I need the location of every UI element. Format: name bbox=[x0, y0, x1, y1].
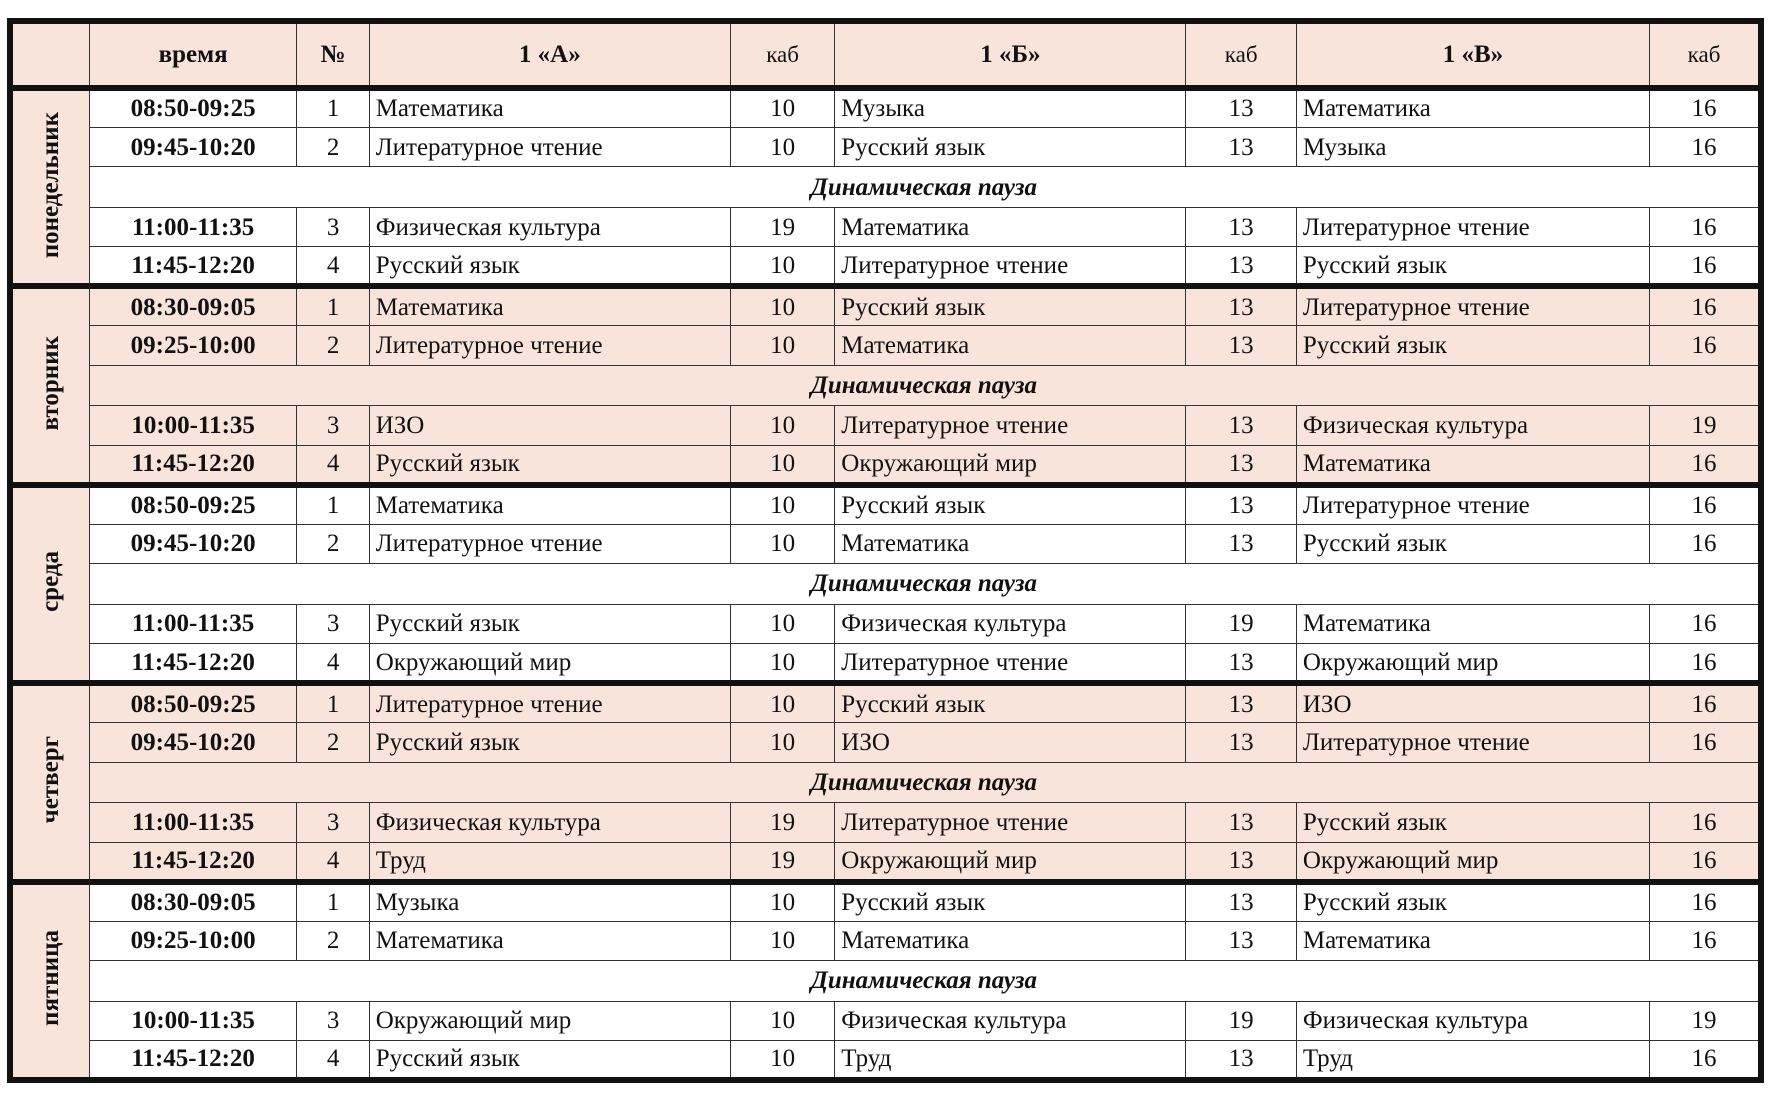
lesson-time: 11:00-11:35 bbox=[89, 207, 297, 246]
pause-row bbox=[10, 564, 1761, 605]
subject-class-b: Математика bbox=[835, 524, 1186, 563]
day-name: четверг bbox=[37, 736, 65, 824]
subject-class-b: Литературное чтение bbox=[835, 406, 1186, 445]
lesson-time: 08:30-09:05 bbox=[89, 882, 297, 921]
room-class-v: 16 bbox=[1650, 921, 1761, 960]
subject-class-a: Окружающий мир bbox=[369, 1001, 730, 1040]
lesson-number: 2 bbox=[297, 524, 369, 563]
lesson-time: 10:00-11:35 bbox=[89, 406, 297, 445]
day-name: вторник bbox=[37, 335, 65, 431]
lesson-number: 3 bbox=[297, 406, 369, 445]
subject-class-b: Литературное чтение bbox=[835, 644, 1186, 683]
header-corner bbox=[10, 21, 89, 88]
subject-class-a: Русский язык bbox=[369, 604, 730, 643]
subject-class-b: Математика bbox=[835, 207, 1186, 246]
room-class-b: 13 bbox=[1186, 127, 1296, 166]
day-name: среда bbox=[37, 551, 65, 612]
room-class-a: 10 bbox=[730, 604, 834, 643]
subject-class-a: Русский язык bbox=[369, 247, 730, 286]
subject-class-v: Русский язык bbox=[1296, 326, 1649, 365]
room-class-b: 13 bbox=[1186, 921, 1296, 960]
lesson-row bbox=[10, 485, 1761, 524]
room-class-a: 10 bbox=[730, 723, 834, 762]
day-label-cell bbox=[10, 683, 89, 881]
room-class-b: 19 bbox=[1186, 1001, 1296, 1040]
room-class-a: 19 bbox=[730, 842, 834, 881]
day-block bbox=[10, 88, 1761, 286]
subject-class-a: Литературное чтение bbox=[369, 683, 730, 722]
room-class-v: 16 bbox=[1650, 247, 1761, 286]
lesson-row bbox=[10, 445, 1761, 484]
lesson-time: 08:50-09:25 bbox=[89, 88, 297, 127]
subject-class-v: Физическая культура bbox=[1296, 406, 1649, 445]
subject-class-a: Математика bbox=[369, 286, 730, 325]
lesson-time: 11:45-12:20 bbox=[89, 247, 297, 286]
room-class-v: 16 bbox=[1650, 88, 1761, 127]
subject-class-v: Русский язык bbox=[1296, 803, 1649, 842]
lesson-row bbox=[10, 524, 1761, 563]
header-kab-a: каб bbox=[730, 21, 834, 88]
room-class-b: 13 bbox=[1186, 1040, 1296, 1080]
room-class-a: 10 bbox=[730, 406, 834, 445]
schedule-table bbox=[7, 18, 1764, 1083]
subject-class-b: Русский язык bbox=[835, 683, 1186, 722]
room-class-v: 16 bbox=[1650, 604, 1761, 643]
subject-class-v: Математика bbox=[1296, 604, 1649, 643]
day-block bbox=[10, 683, 1761, 881]
subject-class-a: Русский язык bbox=[369, 723, 730, 762]
room-class-b: 13 bbox=[1186, 406, 1296, 445]
room-class-a: 10 bbox=[730, 445, 834, 484]
lesson-number: 2 bbox=[297, 326, 369, 365]
room-class-a: 10 bbox=[730, 247, 834, 286]
room-class-a: 10 bbox=[730, 683, 834, 722]
subject-class-a: Физическая культура bbox=[369, 207, 730, 246]
subject-class-a: Русский язык bbox=[369, 445, 730, 484]
room-class-b: 13 bbox=[1186, 524, 1296, 563]
lesson-row bbox=[10, 88, 1761, 127]
room-class-v: 16 bbox=[1650, 524, 1761, 563]
subject-class-b: Русский язык bbox=[835, 127, 1186, 166]
lesson-number: 3 bbox=[297, 604, 369, 643]
room-class-v: 16 bbox=[1650, 326, 1761, 365]
dynamic-pause-label: Динамическая пауза bbox=[89, 365, 1761, 406]
day-label-cell bbox=[10, 88, 89, 286]
room-class-b: 13 bbox=[1186, 644, 1296, 683]
subject-class-a: Труд bbox=[369, 842, 730, 881]
lesson-time: 08:30-09:05 bbox=[89, 286, 297, 325]
subject-class-a: Литературное чтение bbox=[369, 127, 730, 166]
lesson-row bbox=[10, 803, 1761, 842]
subject-class-a: Литературное чтение bbox=[369, 326, 730, 365]
room-class-b: 13 bbox=[1186, 882, 1296, 921]
lesson-number: 3 bbox=[297, 207, 369, 246]
subject-class-b: Физическая культура bbox=[835, 604, 1186, 643]
room-class-v: 16 bbox=[1650, 485, 1761, 524]
room-class-b: 13 bbox=[1186, 803, 1296, 842]
lesson-time: 11:00-11:35 bbox=[89, 604, 297, 643]
schedule-sheet bbox=[7, 18, 1764, 1083]
subject-class-v: Физическая культура bbox=[1296, 1001, 1649, 1040]
room-class-v: 16 bbox=[1650, 882, 1761, 921]
room-class-v: 19 bbox=[1650, 406, 1761, 445]
subject-class-v: Литературное чтение bbox=[1296, 485, 1649, 524]
lesson-time: 09:45-10:20 bbox=[89, 723, 297, 762]
room-class-v: 16 bbox=[1650, 207, 1761, 246]
room-class-a: 19 bbox=[730, 207, 834, 246]
lesson-row bbox=[10, 683, 1761, 722]
subject-class-b: Окружающий мир bbox=[835, 445, 1186, 484]
lesson-number: 1 bbox=[297, 683, 369, 722]
subject-class-a: Окружающий мир bbox=[369, 644, 730, 683]
lesson-number: 1 bbox=[297, 286, 369, 325]
subject-class-a: Математика bbox=[369, 485, 730, 524]
lesson-row bbox=[10, 604, 1761, 643]
subject-class-a: Литературное чтение bbox=[369, 524, 730, 563]
day-block bbox=[10, 485, 1761, 683]
subject-class-v: Математика bbox=[1296, 921, 1649, 960]
room-class-v: 16 bbox=[1650, 644, 1761, 683]
room-class-v: 16 bbox=[1650, 1040, 1761, 1080]
lesson-row bbox=[10, 723, 1761, 762]
subject-class-v: Литературное чтение bbox=[1296, 286, 1649, 325]
subject-class-a: Музыка bbox=[369, 882, 730, 921]
room-class-b: 13 bbox=[1186, 207, 1296, 246]
subject-class-b: Русский язык bbox=[835, 882, 1186, 921]
subject-class-b: Литературное чтение bbox=[835, 803, 1186, 842]
lesson-row bbox=[10, 644, 1761, 683]
lesson-time: 10:00-11:35 bbox=[89, 1001, 297, 1040]
subject-class-a: Математика bbox=[369, 88, 730, 127]
room-class-b: 13 bbox=[1186, 286, 1296, 325]
lesson-time: 08:50-09:25 bbox=[89, 683, 297, 722]
lesson-number: 2 bbox=[297, 921, 369, 960]
room-class-v: 16 bbox=[1650, 683, 1761, 722]
room-class-a: 10 bbox=[730, 326, 834, 365]
header-class-a: 1 «А» bbox=[369, 21, 730, 88]
room-class-a: 10 bbox=[730, 644, 834, 683]
lesson-row bbox=[10, 1040, 1761, 1080]
lesson-row bbox=[10, 1001, 1761, 1040]
lesson-row bbox=[10, 326, 1761, 365]
lesson-row bbox=[10, 286, 1761, 325]
room-class-b: 13 bbox=[1186, 485, 1296, 524]
pause-row bbox=[10, 960, 1761, 1001]
lesson-time: 08:50-09:25 bbox=[89, 485, 297, 524]
room-class-v: 19 bbox=[1650, 1001, 1761, 1040]
lesson-time: 09:45-10:20 bbox=[89, 127, 297, 166]
room-class-v: 16 bbox=[1650, 723, 1761, 762]
room-class-a: 10 bbox=[730, 1001, 834, 1040]
room-class-b: 13 bbox=[1186, 326, 1296, 365]
lesson-row bbox=[10, 207, 1761, 246]
dynamic-pause-label: Динамическая пауза bbox=[89, 762, 1761, 803]
lesson-number: 4 bbox=[297, 842, 369, 881]
subject-class-v: Русский язык bbox=[1296, 247, 1649, 286]
room-class-b: 13 bbox=[1186, 842, 1296, 881]
room-class-a: 10 bbox=[730, 921, 834, 960]
subject-class-b: Музыка bbox=[835, 88, 1186, 127]
subject-class-v: ИЗО bbox=[1296, 683, 1649, 722]
lesson-time: 11:45-12:20 bbox=[89, 1040, 297, 1080]
room-class-a: 10 bbox=[730, 127, 834, 166]
day-name: понедельник bbox=[37, 111, 65, 258]
header-class-b: 1 «Б» bbox=[835, 21, 1186, 88]
lesson-row bbox=[10, 842, 1761, 881]
lesson-row bbox=[10, 882, 1761, 921]
pause-row bbox=[10, 365, 1761, 406]
lesson-time: 11:45-12:20 bbox=[89, 842, 297, 881]
lesson-time: 09:45-10:20 bbox=[89, 524, 297, 563]
subject-class-v: Окружающий мир bbox=[1296, 842, 1649, 881]
subject-class-a: Русский язык bbox=[369, 1040, 730, 1080]
subject-class-b: Физическая культура bbox=[835, 1001, 1186, 1040]
subject-class-v: Труд bbox=[1296, 1040, 1649, 1080]
lesson-number: 4 bbox=[297, 445, 369, 484]
table-header bbox=[10, 21, 1761, 88]
subject-class-v: Литературное чтение bbox=[1296, 723, 1649, 762]
subject-class-b: Литературное чтение bbox=[835, 247, 1186, 286]
subject-class-a: Физическая культура bbox=[369, 803, 730, 842]
room-class-v: 16 bbox=[1650, 803, 1761, 842]
dynamic-pause-label: Динамическая пауза bbox=[89, 167, 1761, 208]
lesson-number: 1 bbox=[297, 882, 369, 921]
lesson-number: 1 bbox=[297, 485, 369, 524]
subject-class-b: Русский язык bbox=[835, 485, 1186, 524]
day-label-cell bbox=[10, 286, 89, 484]
pause-row bbox=[10, 167, 1761, 208]
lesson-time: 11:00-11:35 bbox=[89, 803, 297, 842]
room-class-a: 10 bbox=[730, 524, 834, 563]
room-class-b: 13 bbox=[1186, 723, 1296, 762]
lesson-time: 11:45-12:20 bbox=[89, 445, 297, 484]
room-class-b: 13 bbox=[1186, 247, 1296, 286]
subject-class-b: Труд bbox=[835, 1040, 1186, 1080]
room-class-a: 10 bbox=[730, 882, 834, 921]
lesson-number: 3 bbox=[297, 1001, 369, 1040]
day-block bbox=[10, 882, 1761, 1080]
lesson-number: 3 bbox=[297, 803, 369, 842]
room-class-b: 19 bbox=[1186, 604, 1296, 643]
subject-class-v: Музыка bbox=[1296, 127, 1649, 166]
day-label-cell bbox=[10, 882, 89, 1080]
subject-class-b: Математика bbox=[835, 326, 1186, 365]
subject-class-b: Окружающий мир bbox=[835, 842, 1186, 881]
day-name: пятница bbox=[37, 930, 65, 1027]
room-class-b: 13 bbox=[1186, 88, 1296, 127]
pause-row bbox=[10, 762, 1761, 803]
header-kab-v: каб bbox=[1650, 21, 1761, 88]
room-class-a: 10 bbox=[730, 485, 834, 524]
lesson-number: 4 bbox=[297, 644, 369, 683]
lesson-number: 2 bbox=[297, 723, 369, 762]
lesson-time: 09:25-10:00 bbox=[89, 921, 297, 960]
room-class-a: 10 bbox=[730, 88, 834, 127]
lesson-number: 4 bbox=[297, 1040, 369, 1080]
room-class-v: 16 bbox=[1650, 445, 1761, 484]
room-class-a: 19 bbox=[730, 803, 834, 842]
subject-class-b: Русский язык bbox=[835, 286, 1186, 325]
header-class-v: 1 «В» bbox=[1296, 21, 1649, 88]
subject-class-v: Математика bbox=[1296, 445, 1649, 484]
subject-class-b: ИЗО bbox=[835, 723, 1186, 762]
header-time: время bbox=[89, 21, 297, 88]
subject-class-v: Русский язык bbox=[1296, 882, 1649, 921]
room-class-a: 10 bbox=[730, 286, 834, 325]
day-label-cell bbox=[10, 485, 89, 683]
subject-class-a: ИЗО bbox=[369, 406, 730, 445]
room-class-a: 10 bbox=[730, 1040, 834, 1080]
subject-class-v: Математика bbox=[1296, 88, 1649, 127]
lesson-number: 2 bbox=[297, 127, 369, 166]
day-block bbox=[10, 286, 1761, 484]
lesson-number: 1 bbox=[297, 88, 369, 127]
room-class-v: 16 bbox=[1650, 127, 1761, 166]
header-kab-b: каб bbox=[1186, 21, 1296, 88]
dynamic-pause-label: Динамическая пауза bbox=[89, 564, 1761, 605]
room-class-v: 16 bbox=[1650, 842, 1761, 881]
room-class-v: 16 bbox=[1650, 286, 1761, 325]
dynamic-pause-label: Динамическая пауза bbox=[89, 960, 1761, 1001]
lesson-row bbox=[10, 127, 1761, 166]
subject-class-v: Русский язык bbox=[1296, 524, 1649, 563]
lesson-row bbox=[10, 406, 1761, 445]
lesson-time: 09:25-10:00 bbox=[89, 326, 297, 365]
lesson-row bbox=[10, 921, 1761, 960]
lesson-row bbox=[10, 247, 1761, 286]
subject-class-v: Окружающий мир bbox=[1296, 644, 1649, 683]
room-class-b: 13 bbox=[1186, 683, 1296, 722]
header-num: № bbox=[297, 21, 369, 88]
lesson-time: 11:45-12:20 bbox=[89, 644, 297, 683]
lesson-number: 4 bbox=[297, 247, 369, 286]
room-class-b: 13 bbox=[1186, 445, 1296, 484]
subject-class-v: Литературное чтение bbox=[1296, 207, 1649, 246]
subject-class-b: Математика bbox=[835, 921, 1186, 960]
subject-class-a: Математика bbox=[369, 921, 730, 960]
